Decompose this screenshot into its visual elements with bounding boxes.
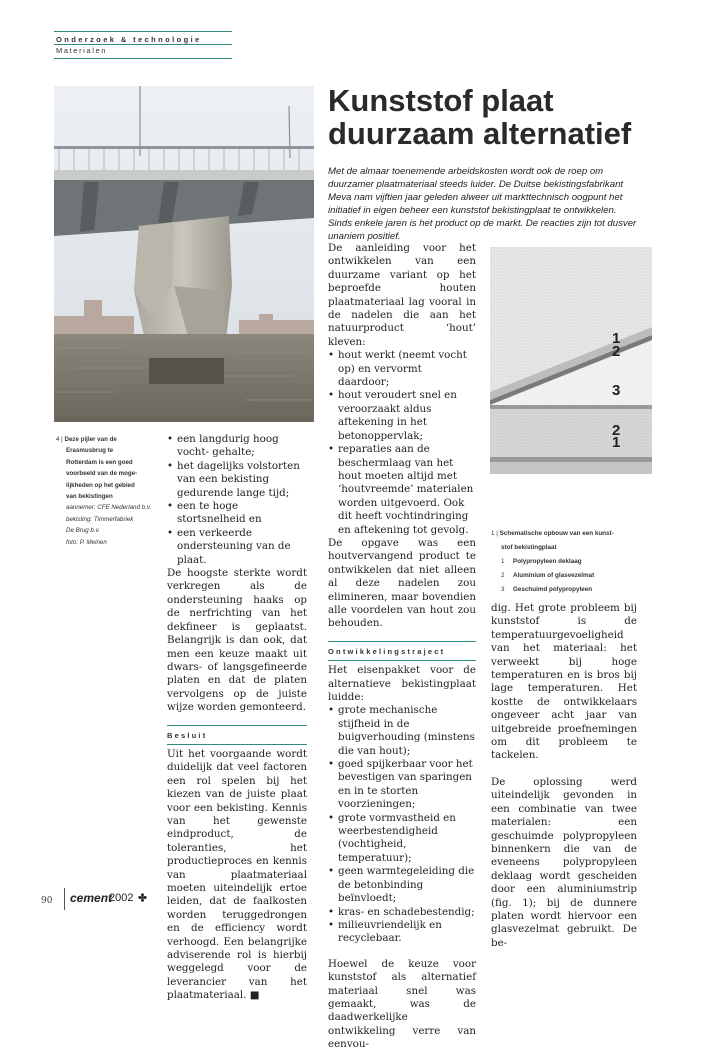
header-rule-middle xyxy=(54,44,232,45)
figure-caption-number: 1 | xyxy=(491,530,498,537)
page-number: 90 xyxy=(41,896,53,906)
paragraph: Hoewel de keuze voor kunststof als alternatief materiaal snel was gemaakt, was de daadwerkelijke ontwikkeling verre van eenvou- xyxy=(328,957,476,1051)
list-item: • goed spijkerbaar voor het bevestigen van sparingen en in te storten voorzieningen; xyxy=(328,758,476,812)
figure-label-3: 3 xyxy=(612,382,621,399)
bridge-pier-photo xyxy=(54,86,314,422)
list-item: • reparaties aan de beschermlaag van het hout moeten altijd met ‘houtvreemde’ materialen worden uitgevoerd. Ook dit heeft vochtindringing en aftekening tot gevolg. xyxy=(328,443,476,537)
caption-credit: foto: P. Meinen xyxy=(66,538,107,546)
section-heading-besluit: Besluit xyxy=(167,725,307,745)
article-title xyxy=(328,84,658,150)
paragraph: Het eisenpakket voor de alternatieve bekistingplaat luidde: xyxy=(328,664,476,703)
footer-divider xyxy=(64,888,65,910)
subsection-label: Materialen xyxy=(56,46,108,55)
list-item: • kras- en schadebestendig; xyxy=(328,906,476,919)
column-2 xyxy=(328,242,476,1052)
figure-label-1-top: 1 xyxy=(612,330,621,347)
bullet-list xyxy=(328,349,476,537)
caption-line: van bekistingen xyxy=(66,493,113,501)
list-item: • een langdurig hoog vocht- gehalte; xyxy=(167,433,307,460)
list-item: • grote mechanische stijfheid in de buigverhouding (minstens die van hout); xyxy=(328,704,476,758)
bullet-list xyxy=(328,704,476,945)
figure-label-2-top: 2 xyxy=(612,343,621,360)
section-heading-ontwikkelingstraject: Ontwikkelingstraject xyxy=(328,641,476,661)
figure-label-2-bottom: 2 xyxy=(612,422,621,439)
caption-credit: bekisting: Timmerfabriek xyxy=(66,515,134,523)
list-item: • milieuvriendelijk en recyclebaar. xyxy=(328,919,476,946)
caption-line: Rotterdam is een goed xyxy=(66,458,133,466)
paragraph: De opgave was een houtvervangend product te ontwikkelen dat niet alleen al deze nadelen zou elimineren, maar bovendien alle voordelen van hout zou behouden. xyxy=(328,536,476,630)
flower-icon xyxy=(138,893,147,902)
list-item: • een te hoge stortsnelheid en xyxy=(167,500,307,527)
caption-line: lijkheden op het gebied xyxy=(66,481,135,489)
caption-number: 4 | xyxy=(56,436,63,443)
legend-number: 1 xyxy=(501,558,505,565)
legend-item xyxy=(491,583,661,597)
list-item: • het dagelijks volstorten van een bekisting gedurende lange tijd; xyxy=(167,460,307,500)
column-1 xyxy=(167,433,307,1003)
legend-text: Aluminium of glasvezelmat xyxy=(513,572,595,579)
article-lead: Met de almaar toenemende arbeidskosten wordt ook de roep om duurzamer plaatmateriaal steeds luider. De Duitse bekistingsfabrikant Meva nam vijftien jaar geleden alweer uit markttechnisch oogpunt het initiatief in eigen beheer een kunststof bekistingplaat te ontwikkelen. Sinds enkele jaren is het product op de markt. De reacties zijn tot dusver unaniem positief. xyxy=(328,166,637,242)
caption-credit: De Brug b.v. xyxy=(66,527,100,535)
header-rule-top xyxy=(54,31,232,32)
figure-caption-title: stof bekistingplaat xyxy=(501,544,557,551)
list-item: • geen warmtegeleiding die de betonbinding beïnvloedt; xyxy=(328,865,476,905)
caption-line: Erasmusbrug te xyxy=(66,447,114,455)
title-line-1: Kunststof plaat xyxy=(328,83,554,118)
magazine-year: 2002 xyxy=(109,892,134,904)
paragraph: De oplossing werd uiteindelijk gevonden in een combinatie van twee materialen: een geschuimde polypropyleen binnenkern die van de eveneens polypropyleen deklaag wordt gescheiden door een aluminiumstrip (fig. 1); bij de dunnere platen wordt hiervoor een glasvezelmat gebruikt. De be- xyxy=(491,775,637,949)
legend-text: Geschuimd polypropyleen xyxy=(513,586,593,593)
layered-plate-figure xyxy=(490,247,652,517)
caption-line: voorbeeld van de moge- xyxy=(66,470,138,478)
list-item: • een verkeerde ondersteuning van de plaat. xyxy=(167,527,307,567)
legend-text: Polypropyleen deklaag xyxy=(513,558,582,565)
paragraph: De hoogste sterkte wordt verkregen als de ondersteuning haaks op de nerfrichting van het dekfineer is geplaatst. Belangrijk is dan ook, dat men een keuze maakt uit dwars- of langsgefineerde platen en dat de platen vervolgens op de juiste wijze worden gemonteerd. xyxy=(167,567,307,714)
legend-number: 3 xyxy=(501,586,505,593)
paragraph: De aanleiding voor het ontwikkelen van een duurzame variant op het beproefde houten plaatmateriaal lag vooral in de nadelen die aan het natuurproduct ‘hout’ kleven: xyxy=(328,242,476,348)
magazine-name: cement xyxy=(70,891,113,905)
caption-credit: aannemer: CFE Nederland b.v. xyxy=(66,504,152,512)
figure-label-1-bottom: 1 xyxy=(612,434,621,451)
list-item: • hout veroudert snel en veroorzaakt aldus aftekening in het betonoppervlak; xyxy=(328,389,476,443)
paragraph: dig. Het grote probleem bij kunststof is de temperatuurgevoeligheid van het materiaal: het verweekt bij hoge temperaturen en is bros bij lage temperaturen. Het kostte de ontwikkelaars ongeveer acht jaar van uitgebreide proefnemingen om dit probleem te tackelen. xyxy=(491,602,637,762)
figure-caption-title: Schematische opbouw van een kunst- xyxy=(499,530,614,537)
legend-item xyxy=(491,555,661,569)
title-line-2: duurzaam alternatief xyxy=(328,116,632,151)
photo-caption xyxy=(56,434,156,548)
list-item: • hout werkt (neemt vocht op) en vervormt daardoor; xyxy=(328,349,476,389)
paragraph: Uit het voorgaande wordt duidelijk dat veel factoren een rol spelen bij het kiezen van de juiste plaat voor een bekisting. Kennis van het gewenste eindproduct, de toleranties, het productieproces en kennis van plaatmateriaal moeten uiteindelijk ertoe leiden, dat de faalkosten worden teruggedrongen en de efficiency wordt verhoogd. Een belangrijke adviserende rol is hierbij weggelegd voor de leverancier van het plaatmateriaal. ■ xyxy=(167,747,307,1002)
caption-line: Deze pijler van de xyxy=(64,436,117,443)
section-label: Onderzoek & technologie xyxy=(56,35,202,44)
bullet-list xyxy=(167,433,307,567)
header-rule-bottom xyxy=(54,58,232,59)
column-3 xyxy=(491,602,637,950)
figure-caption xyxy=(491,527,661,597)
list-item: • grote vormvastheid en weerbestendigheid (vochtigheid, temperatuur); xyxy=(328,812,476,866)
legend-item xyxy=(491,569,661,583)
legend-number: 2 xyxy=(501,572,505,579)
